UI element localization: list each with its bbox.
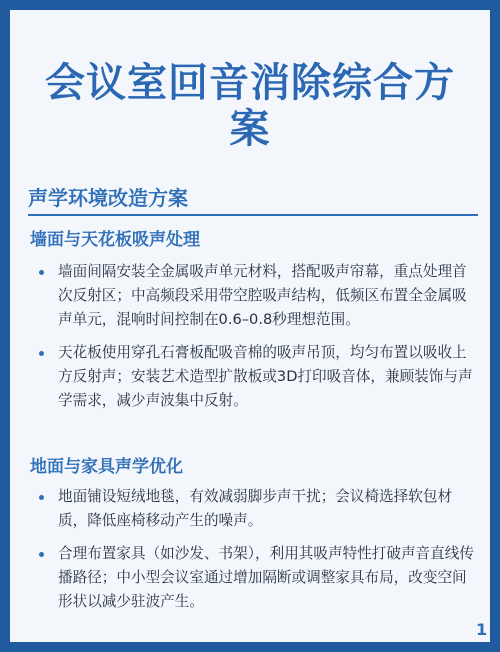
list-item: [30, 485, 475, 533]
section-divider: [28, 214, 478, 216]
document-title: [10, 60, 490, 152]
list-item: [30, 542, 475, 614]
bullet-list-walls-ceiling: [30, 260, 475, 422]
bullet-icon: [39, 270, 44, 275]
list-item: [30, 260, 475, 332]
list-item-text: 墙面间隔安装全金属吸声单元材料，搭配吸声帘幕，重点处理首次反射区；中高频段采用带空腔吸声结构，低频区布置全金属吸声单元，混响时间控制在0.6–0.8秒理想范围。: [58, 263, 467, 328]
bullet-list-floor-furniture: [30, 485, 475, 623]
bullet-icon: [39, 351, 44, 356]
bullet-icon: [39, 552, 44, 557]
list-item-text: 地面铺设短绒地毯，有效减弱脚步声干扰；会议椅选择软包材质，降低座椅移动产生的噪声。: [58, 488, 453, 529]
subheading-floor-furniture: 地面与家具声学优化: [30, 457, 183, 477]
list-item-text: 合理布置家具（如沙发、书架），利用其吸声特性打破声音直线传播路径；中小型会议室通过增加隔断或调整家具布局，改变空间形状以减少驻波产生。: [58, 545, 474, 610]
bullet-icon: [39, 495, 44, 500]
list-item: [30, 341, 475, 413]
list-item-text: 天花板使用穿孔石膏板配吸音棉的吸声吊顶，均匀布置以吸收上方反射声；安装艺术造型扩散板或3D打印吸音体，兼顾装饰与声学需求，减少声波集中反射。: [58, 344, 473, 409]
title-line-2: 案: [229, 106, 271, 152]
section-header: [28, 180, 478, 220]
page-number: 1: [476, 620, 488, 639]
section-title: 声学环境改造方案: [28, 186, 188, 210]
document-page: [10, 10, 490, 642]
title-line-1: 会议室回音消除综合方: [45, 60, 455, 106]
subheading-walls-ceiling: 墙面与天花板吸声处理: [30, 230, 200, 250]
